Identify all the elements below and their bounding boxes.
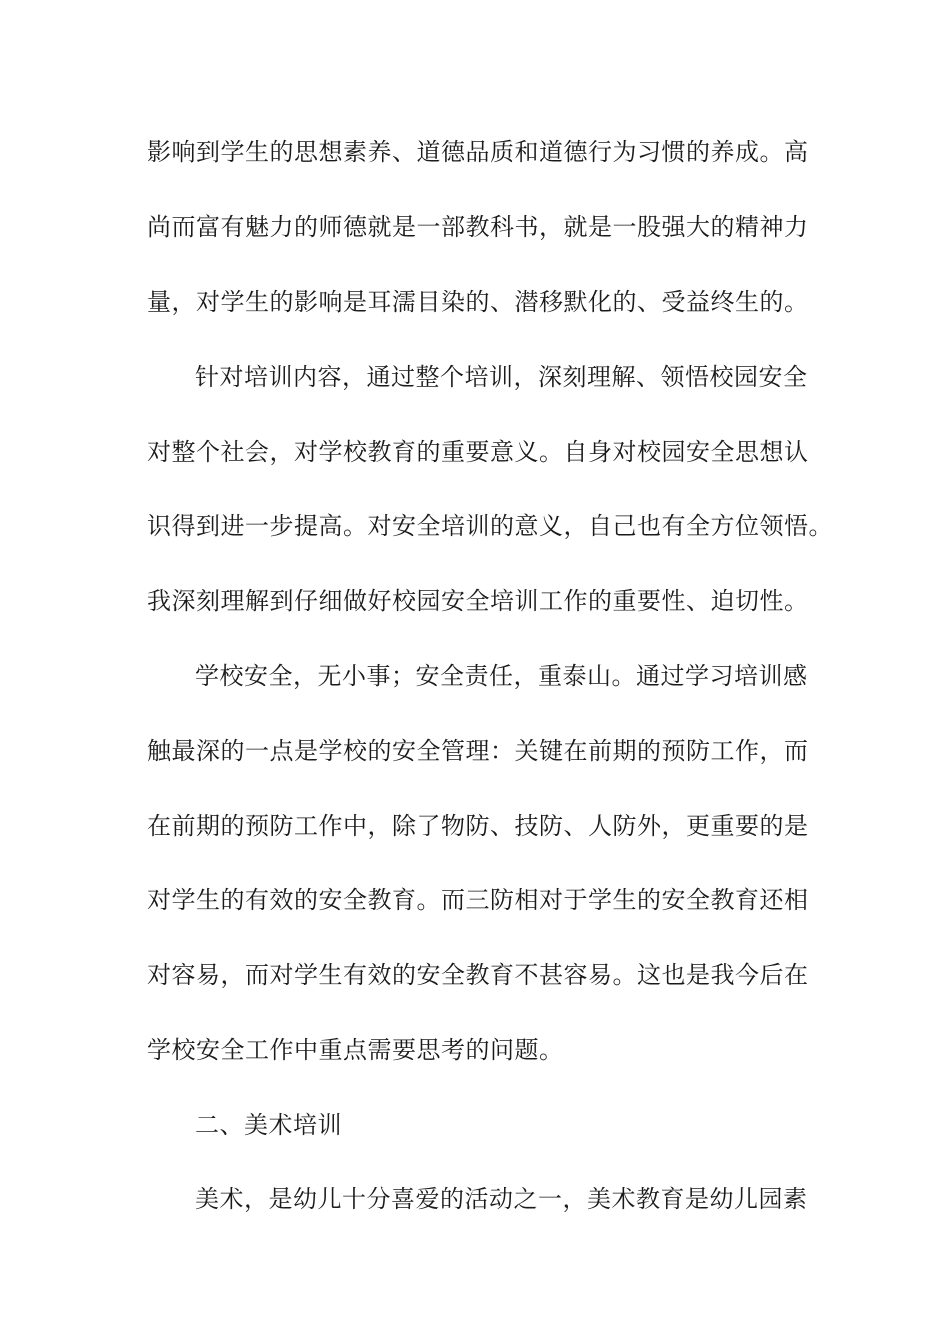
text-line: 我深刻理解到仔细做好校园安全培训工作的重要性、迫切性。: [147, 587, 809, 615]
text-line: 对容易，而对学生有效的安全教育不甚容易。这也是我今后在: [147, 961, 809, 989]
text-line: 尚而富有魅力的师德就是一部教科书，就是一股强大的精神力: [147, 213, 809, 241]
text-line: 触最深的一点是学校的安全管理：关键在前期的预防工作，而: [147, 737, 809, 765]
text-line: 识得到进一步提高。对安全培训的意义，自己也有全方位领悟。: [147, 512, 833, 540]
text-line: 对学生的有效的安全教育。而三防相对于学生的安全教育还相: [147, 886, 809, 914]
paragraph-first-line: 学校安全，无小事；安全责任，重泰山。通过学习培训感: [195, 662, 808, 690]
text-line: 影响到学生的思想素养、道德品质和道德行为习惯的养成。高: [147, 138, 809, 166]
text-line: 对整个社会，对学校教育的重要意义。自身对校园安全思想认: [147, 438, 809, 466]
section-heading: 二、美术培训: [195, 1111, 342, 1139]
text-line: 量，对学生的影响是耳濡目染的、潜移默化的、受益终生的。: [147, 288, 809, 316]
text-line: 学校安全工作中重点需要思考的问题。: [147, 1036, 564, 1064]
paragraph-first-line: 针对培训内容，通过整个培训，深刻理解、领悟校园安全: [195, 363, 808, 391]
text-line: 在前期的预防工作中，除了物防、技防、人防外，更重要的是: [147, 812, 809, 840]
paragraph-first-line: 美术，是幼儿十分喜爱的活动之一，美术教育是幼儿园素: [195, 1185, 808, 1213]
